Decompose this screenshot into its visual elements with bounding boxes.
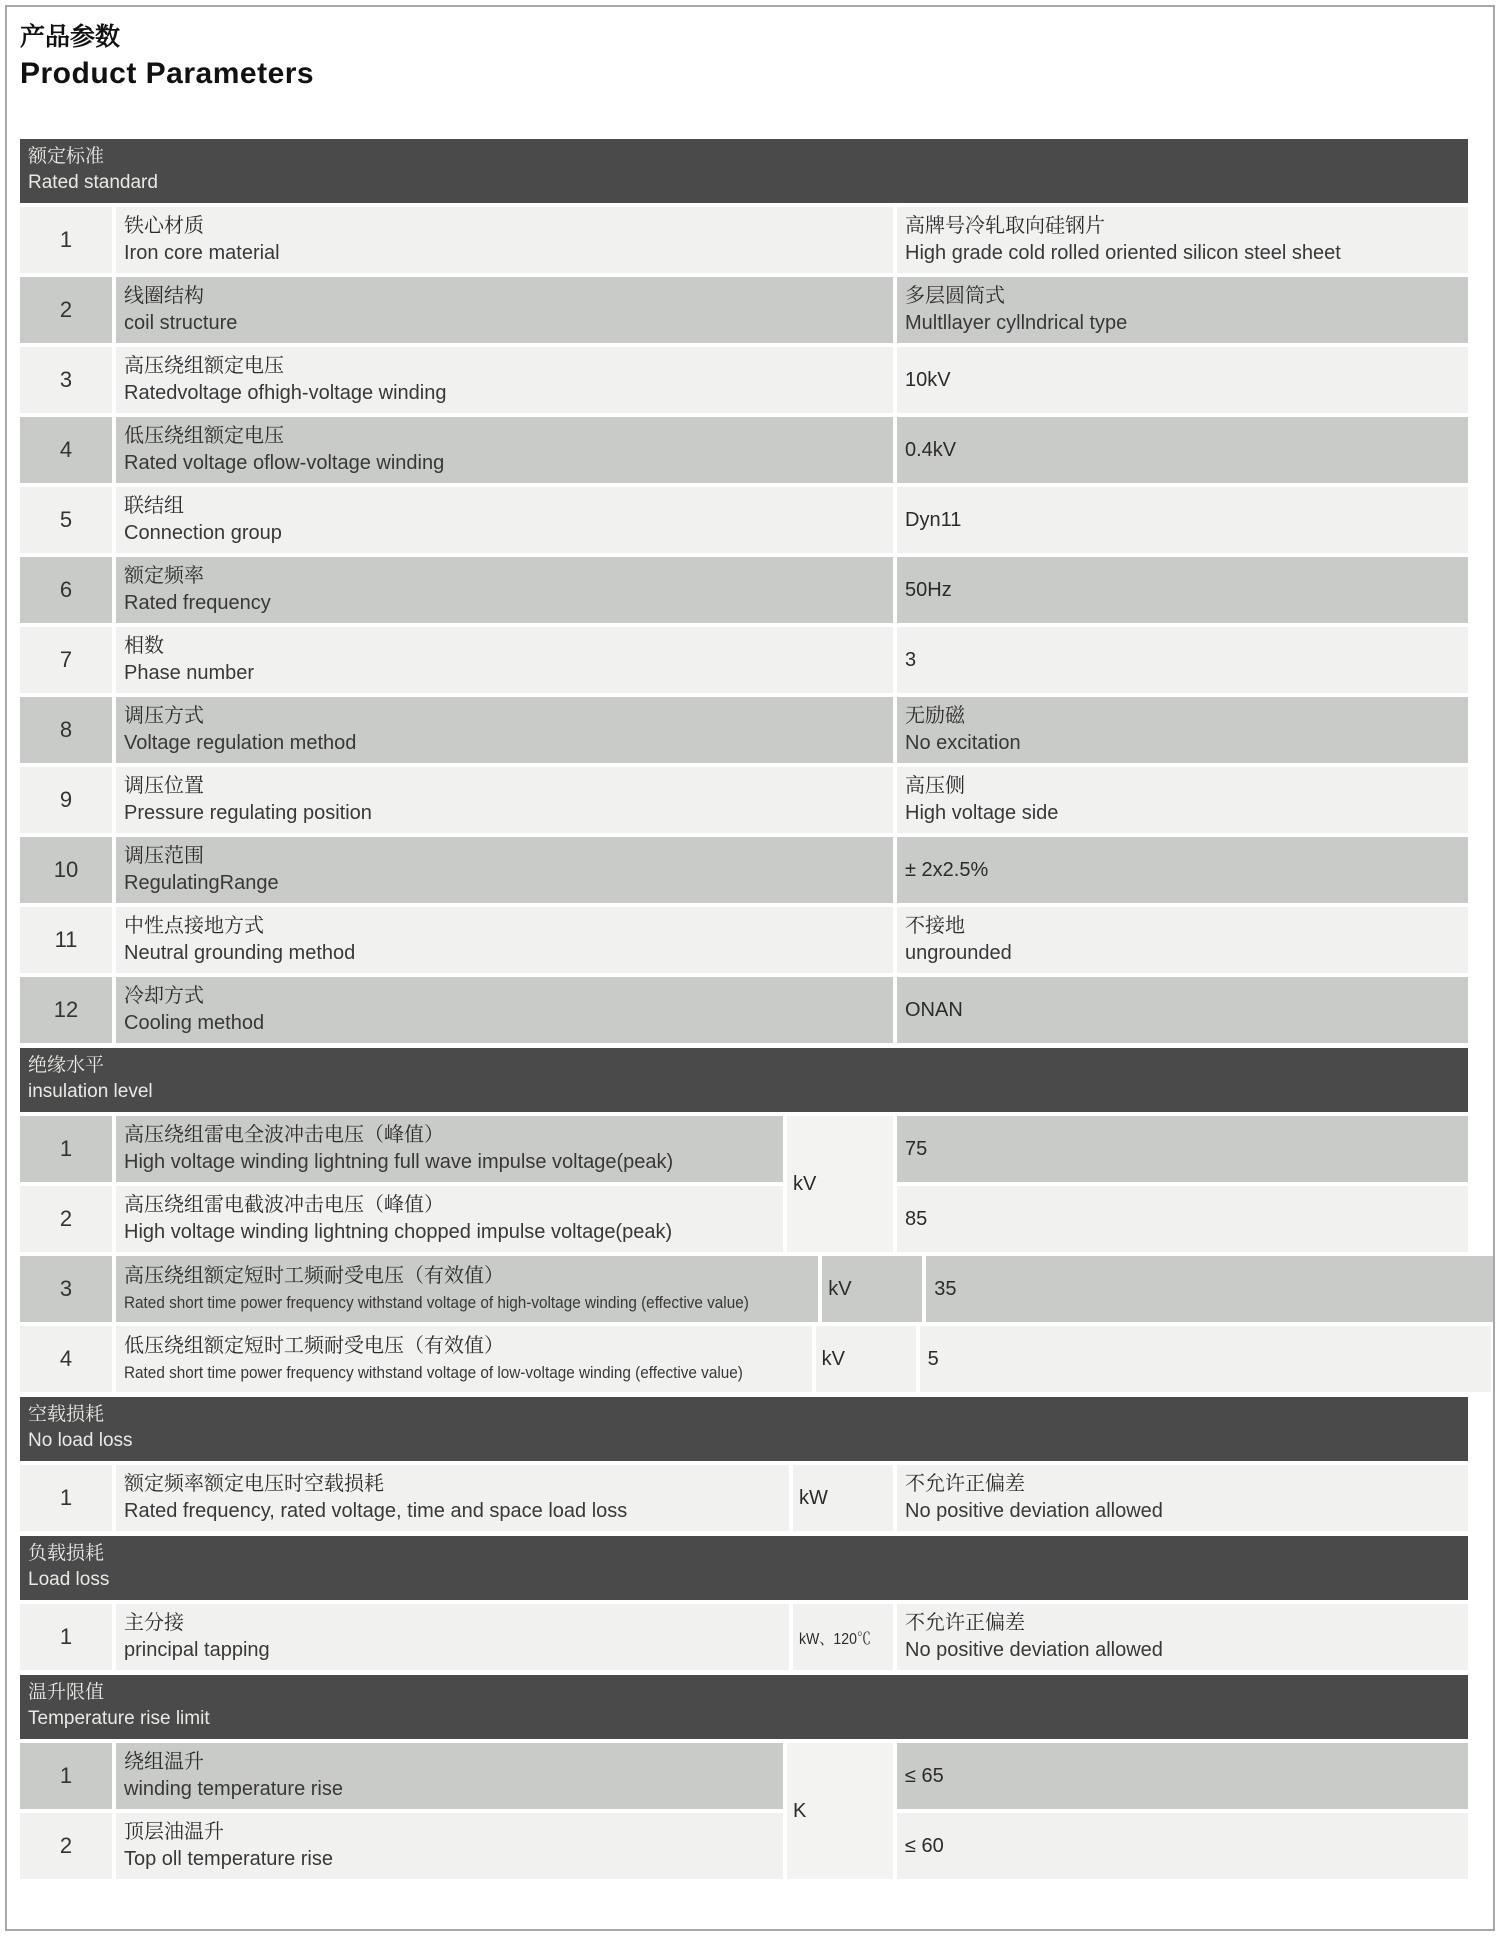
page-frame bbox=[5, 5, 1495, 1931]
row-label bbox=[116, 347, 893, 413]
row-label bbox=[116, 1743, 783, 1809]
row-number: 11 bbox=[20, 907, 112, 973]
label-cn: 低压绕组额定短时工频耐受电压（有效值） bbox=[124, 1335, 504, 1357]
row-group-labels bbox=[20, 1743, 783, 1879]
row-label bbox=[116, 977, 893, 1043]
row-number: 2 bbox=[20, 277, 112, 343]
value-en: Multllayer cyllndrical type bbox=[905, 312, 1128, 334]
label-en: Rated short time power frequency withstand voltage of low-voltage winding (effective value) bbox=[124, 1363, 743, 1382]
row-value bbox=[897, 1604, 1468, 1670]
row-value bbox=[897, 207, 1468, 273]
row-label bbox=[116, 1116, 783, 1182]
table-row bbox=[20, 1256, 1468, 1322]
value-text: 75 bbox=[905, 1137, 928, 1160]
table-row bbox=[20, 487, 1468, 553]
row-label bbox=[116, 1326, 812, 1392]
label-cn: 高压绕组额定电压 bbox=[124, 355, 284, 377]
row-value bbox=[897, 697, 1468, 763]
table-row bbox=[20, 207, 1468, 273]
table-row bbox=[20, 767, 1468, 833]
label-en: Ratedvoltage ofhigh-voltage winding bbox=[124, 382, 447, 404]
row-number: 8 bbox=[20, 697, 112, 763]
label-cn: 高压绕组雷电全波冲击电压（峰值） bbox=[124, 1124, 444, 1146]
row-number: 1 bbox=[20, 1116, 112, 1182]
table-row-group bbox=[20, 1743, 1468, 1879]
label-en: Rated frequency, rated voltage, time and space load loss bbox=[124, 1500, 628, 1522]
row-value bbox=[897, 837, 1468, 903]
unit-cell: kV bbox=[816, 1326, 916, 1392]
row-value bbox=[897, 347, 1468, 413]
row-value bbox=[897, 1465, 1468, 1531]
value-text: ONAN bbox=[905, 998, 963, 1021]
table-row bbox=[20, 1813, 783, 1879]
value-cn: 无励磁 bbox=[905, 705, 965, 727]
row-number: 4 bbox=[20, 1326, 112, 1392]
value-text: 5 bbox=[927, 1347, 939, 1370]
table-row bbox=[20, 977, 1468, 1043]
row-number: 1 bbox=[20, 1604, 112, 1670]
value-text: Dyn11 bbox=[905, 508, 962, 531]
row-value bbox=[920, 1326, 1491, 1392]
value-cn: 高牌号冷轧取向硅钢片 bbox=[905, 215, 1105, 237]
row-group-values bbox=[897, 1743, 1468, 1879]
value-en: High grade cold rolled oriented silicon steel sheet bbox=[905, 242, 1341, 264]
row-label bbox=[116, 627, 893, 693]
label-en: Top oll temperature rise bbox=[124, 1848, 333, 1870]
table-row bbox=[20, 1465, 1468, 1531]
value-cn: 高压侧 bbox=[905, 775, 965, 797]
table-row bbox=[20, 837, 1468, 903]
label-cn: 额定频率 bbox=[124, 565, 204, 587]
label-cn: 调压范围 bbox=[124, 845, 204, 867]
label-cn: 额定频率额定电压时空载损耗 bbox=[124, 1473, 384, 1495]
table-row bbox=[20, 697, 1468, 763]
section-header-en: No load loss bbox=[28, 1430, 133, 1451]
table-row bbox=[20, 1743, 783, 1809]
unit-cell: kW bbox=[793, 1465, 893, 1531]
section-header-rated-standard bbox=[20, 139, 1468, 203]
row-value bbox=[926, 1256, 1495, 1322]
section-header-en: Temperature rise limit bbox=[28, 1708, 210, 1729]
row-value bbox=[897, 627, 1468, 693]
section-header-temperature-rise-limit bbox=[20, 1675, 1468, 1739]
unit-cell bbox=[793, 1604, 893, 1670]
section-header-cn: 温升限值 bbox=[28, 1682, 105, 1703]
row-value bbox=[897, 1743, 1468, 1809]
row-label bbox=[116, 487, 893, 553]
value-text: 35 bbox=[934, 1277, 957, 1300]
section-header-load-loss bbox=[20, 1536, 1468, 1600]
row-number: 3 bbox=[20, 347, 112, 413]
row-value bbox=[897, 767, 1468, 833]
value-cn: 不接地 bbox=[905, 915, 965, 937]
label-cn: 顶层油温升 bbox=[124, 1821, 224, 1843]
label-cn: 调压位置 bbox=[124, 775, 204, 797]
table-row bbox=[20, 1116, 783, 1182]
row-number: 12 bbox=[20, 977, 112, 1043]
label-cn: 调压方式 bbox=[124, 705, 204, 727]
value-text: ≤ 60 bbox=[905, 1834, 944, 1857]
value-text: ≤ 65 bbox=[905, 1764, 944, 1787]
row-label bbox=[116, 697, 893, 763]
row-number: 2 bbox=[20, 1186, 112, 1252]
unit-text: kW、120℃ bbox=[799, 1630, 871, 1648]
value-en: ungrounded bbox=[905, 942, 1012, 964]
label-en: RegulatingRange bbox=[124, 872, 279, 894]
section-header-cn: 负载损耗 bbox=[28, 1543, 105, 1564]
row-value bbox=[897, 487, 1468, 553]
row-label bbox=[116, 557, 893, 623]
table-row bbox=[20, 627, 1468, 693]
label-cn: 高压绕组额定短时工频耐受电压（有效值） bbox=[124, 1265, 504, 1287]
row-value bbox=[897, 907, 1468, 973]
value-cn: 多层圆筒式 bbox=[905, 285, 1005, 307]
value-text: 50Hz bbox=[905, 578, 952, 601]
row-value bbox=[897, 277, 1468, 343]
label-en: coil structure bbox=[124, 312, 238, 334]
label-cn: 低压绕组额定电压 bbox=[124, 425, 284, 447]
table-row bbox=[20, 277, 1468, 343]
label-cn: 线圈结构 bbox=[124, 285, 204, 307]
row-label bbox=[116, 1256, 818, 1322]
row-number: 1 bbox=[20, 1465, 112, 1531]
label-cn: 绕组温升 bbox=[124, 1751, 204, 1773]
value-en: No positive deviation allowed bbox=[905, 1500, 1163, 1522]
unit-cell: kV bbox=[822, 1256, 922, 1322]
label-en: Voltage regulation method bbox=[124, 732, 357, 754]
row-number: 4 bbox=[20, 417, 112, 483]
row-value bbox=[897, 1186, 1468, 1252]
label-en: Iron core material bbox=[124, 242, 280, 264]
label-en: Rated voltage oflow-voltage winding bbox=[124, 452, 445, 474]
label-cn: 铁心材质 bbox=[124, 215, 204, 237]
row-label bbox=[116, 767, 893, 833]
section-header-en: insulation level bbox=[28, 1081, 153, 1102]
row-number: 1 bbox=[20, 1743, 112, 1809]
label-cn: 相数 bbox=[124, 635, 164, 657]
section-header-en: Load loss bbox=[28, 1569, 110, 1590]
value-cn: 不允许正偏差 bbox=[905, 1473, 1025, 1495]
row-label bbox=[116, 1604, 789, 1670]
table-row bbox=[20, 347, 1468, 413]
row-label bbox=[116, 907, 893, 973]
value-text: 3 bbox=[905, 648, 917, 671]
table-row bbox=[20, 1326, 1468, 1392]
row-number: 9 bbox=[20, 767, 112, 833]
value-en: No positive deviation allowed bbox=[905, 1639, 1163, 1661]
label-en: Rated frequency bbox=[124, 592, 271, 614]
row-number: 5 bbox=[20, 487, 112, 553]
section-header-no-load-loss bbox=[20, 1397, 1468, 1461]
label-en: High voltage winding lightning full wave impulse voltage(peak) bbox=[124, 1151, 674, 1173]
row-value bbox=[897, 977, 1468, 1043]
unit-cell-kv-span: kV bbox=[787, 1116, 893, 1252]
row-label bbox=[116, 1186, 783, 1252]
label-en: Rated short time power frequency withstand voltage of high-voltage winding (effective value) bbox=[124, 1293, 749, 1312]
page-content bbox=[7, 7, 1493, 1879]
row-number: 10 bbox=[20, 837, 112, 903]
table-row bbox=[20, 1604, 1468, 1670]
row-value bbox=[897, 417, 1468, 483]
row-label bbox=[116, 277, 893, 343]
label-cn: 中性点接地方式 bbox=[124, 915, 264, 937]
label-en: Phase number bbox=[124, 662, 255, 684]
label-en: Neutral grounding method bbox=[124, 942, 356, 964]
parameters-table bbox=[20, 139, 1468, 1879]
row-value bbox=[897, 557, 1468, 623]
value-en: No excitation bbox=[905, 732, 1021, 754]
value-text: 85 bbox=[905, 1207, 928, 1230]
page-title-en: Product Parameters bbox=[20, 57, 315, 90]
value-cn: 不允许正偏差 bbox=[905, 1612, 1025, 1634]
row-value bbox=[897, 1116, 1468, 1182]
row-label bbox=[116, 837, 893, 903]
label-en: Cooling method bbox=[124, 1012, 265, 1034]
section-header-cn: 空载损耗 bbox=[28, 1404, 105, 1425]
row-label bbox=[116, 207, 893, 273]
row-group-values bbox=[897, 1116, 1468, 1252]
label-en: Connection group bbox=[124, 522, 282, 544]
table-row bbox=[20, 1186, 783, 1252]
label-en: Pressure regulating position bbox=[124, 802, 372, 824]
table-row bbox=[20, 907, 1468, 973]
row-number: 7 bbox=[20, 627, 112, 693]
section-header-cn: 绝缘水平 bbox=[28, 1055, 105, 1076]
section-header-cn: 额定标准 bbox=[28, 146, 105, 167]
row-number: 6 bbox=[20, 557, 112, 623]
row-group-labels bbox=[20, 1116, 783, 1252]
table-row bbox=[20, 557, 1468, 623]
table-row-group bbox=[20, 1116, 1468, 1252]
label-cn: 冷却方式 bbox=[124, 985, 204, 1007]
label-en: principal tapping bbox=[124, 1639, 270, 1661]
value-text: ± 2x2.5% bbox=[905, 858, 989, 881]
row-number: 3 bbox=[20, 1256, 112, 1322]
row-label bbox=[116, 417, 893, 483]
value-en: High voltage side bbox=[905, 802, 1059, 824]
value-text: 0.4kV bbox=[905, 438, 957, 461]
label-cn: 高压绕组雷电截波冲击电压（峰值） bbox=[124, 1194, 444, 1216]
row-label bbox=[116, 1813, 783, 1879]
page-title-cn: 产品参数 bbox=[20, 23, 121, 51]
table-row bbox=[20, 417, 1468, 483]
label-cn: 联结组 bbox=[124, 495, 184, 517]
value-text: 10kV bbox=[905, 368, 951, 391]
label-en: winding temperature rise bbox=[124, 1778, 343, 1800]
row-number: 2 bbox=[20, 1813, 112, 1879]
row-value bbox=[897, 1813, 1468, 1879]
section-header-insulation-level bbox=[20, 1048, 1468, 1112]
label-en: High voltage winding lightning chopped impulse voltage(peak) bbox=[124, 1221, 673, 1243]
row-label bbox=[116, 1465, 789, 1531]
row-number: 1 bbox=[20, 207, 112, 273]
section-header-en: Rated standard bbox=[28, 172, 158, 193]
unit-cell-k-span: K bbox=[787, 1743, 893, 1879]
label-cn: 主分接 bbox=[124, 1612, 184, 1634]
